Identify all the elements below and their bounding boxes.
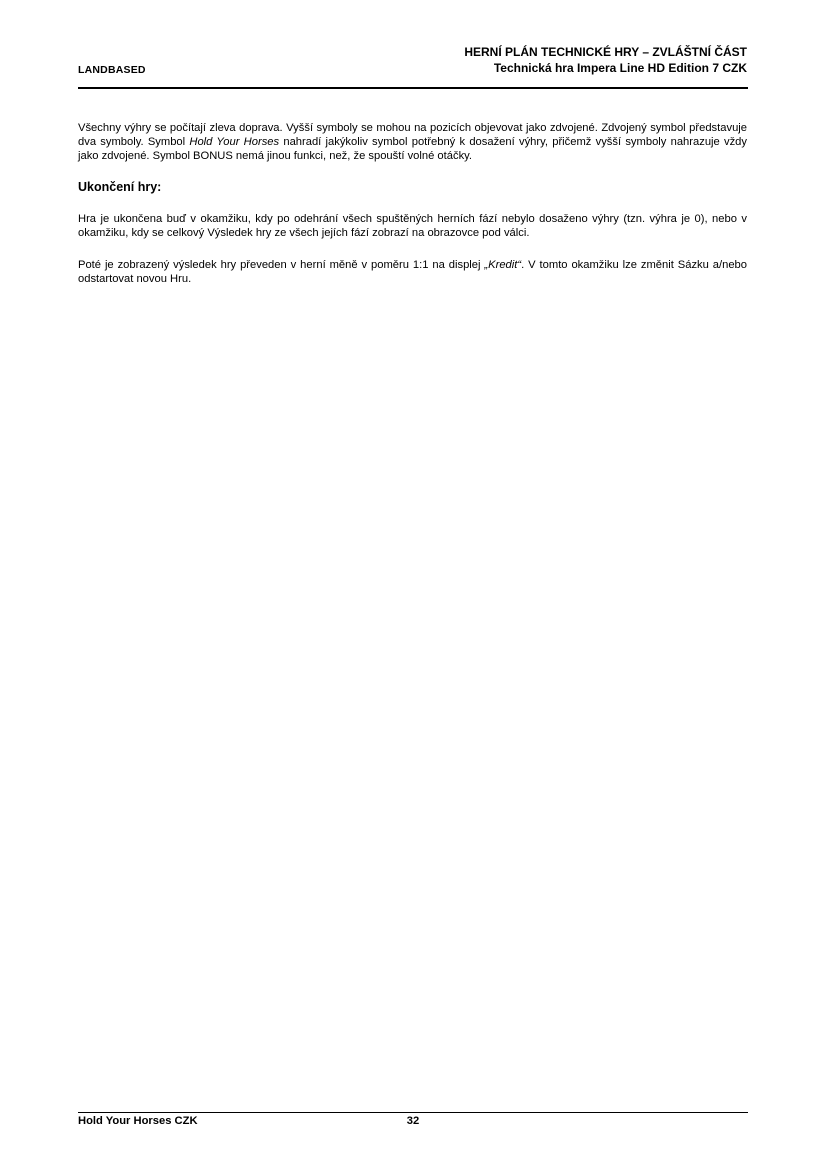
section-heading-game-end: Ukončení hry: — [78, 180, 162, 194]
paragraph-win-rules-text-1: Všechny výhry se počítají zleva doprava. Vyšší symboly se mohou na pozicích objevovat jako zdvojené. Zdvojený symbol představuje dva symboly. Symbol — [78, 122, 747, 148]
header-title-line2: Technická hra Impera Line HD Edition 7 CZK — [493, 60, 747, 75]
paragraph-win-rules-italic: Hold Your Horses — [189, 136, 280, 148]
paragraph-result-transfer-italic: „Kredit“ — [484, 259, 522, 271]
header-title-line1: HERNÍ PLÁN TECHNICKÉ HRY – ZVLÁŠTNÍ ČÁST — [464, 45, 747, 59]
paragraph-result-transfer-text-2: . V tomto okamžiku lze změnit Sázku a/nebo odstartovat novou Hru. — [78, 259, 747, 285]
footer-row — [78, 1113, 748, 1131]
footer-page-number: 32 — [406, 1115, 420, 1127]
document-body — [78, 121, 747, 286]
paragraph-result-transfer-text-1: Poté je zobrazený výsledek hry převeden v herní měně v poměru 1:1 na displej — [78, 259, 485, 271]
paragraph-win-rules-text-2: nahradí jakýkoliv symbol potřebný k dosažení výhry, přičemž vyšší symboly nahrazuje vždy jako zdvojené. Symbol BONUS nemá jinou funkci, než, že spouští volné otáčky. — [78, 136, 747, 162]
header-title — [464, 45, 747, 76]
paragraph-result-transfer — [78, 258, 747, 286]
header-divider — [78, 87, 748, 89]
header-landbased-label: LANDBASED — [78, 64, 146, 76]
paragraph-win-rules — [78, 121, 747, 163]
footer-document-title: Hold Your Horses CZK — [78, 1115, 198, 1127]
paragraph-game-end: Hra je ukončena buď v okamžiku, kdy po odehrání všech spuštěných herních fází nebylo dosaženo výhry (tzn. výhra je 0), nebo v okamžiku, kdy se celkový Výsledek hry ze všech jejích fází zobrazí na obrazovce pod válci. — [78, 213, 747, 239]
page-footer — [78, 1112, 748, 1131]
